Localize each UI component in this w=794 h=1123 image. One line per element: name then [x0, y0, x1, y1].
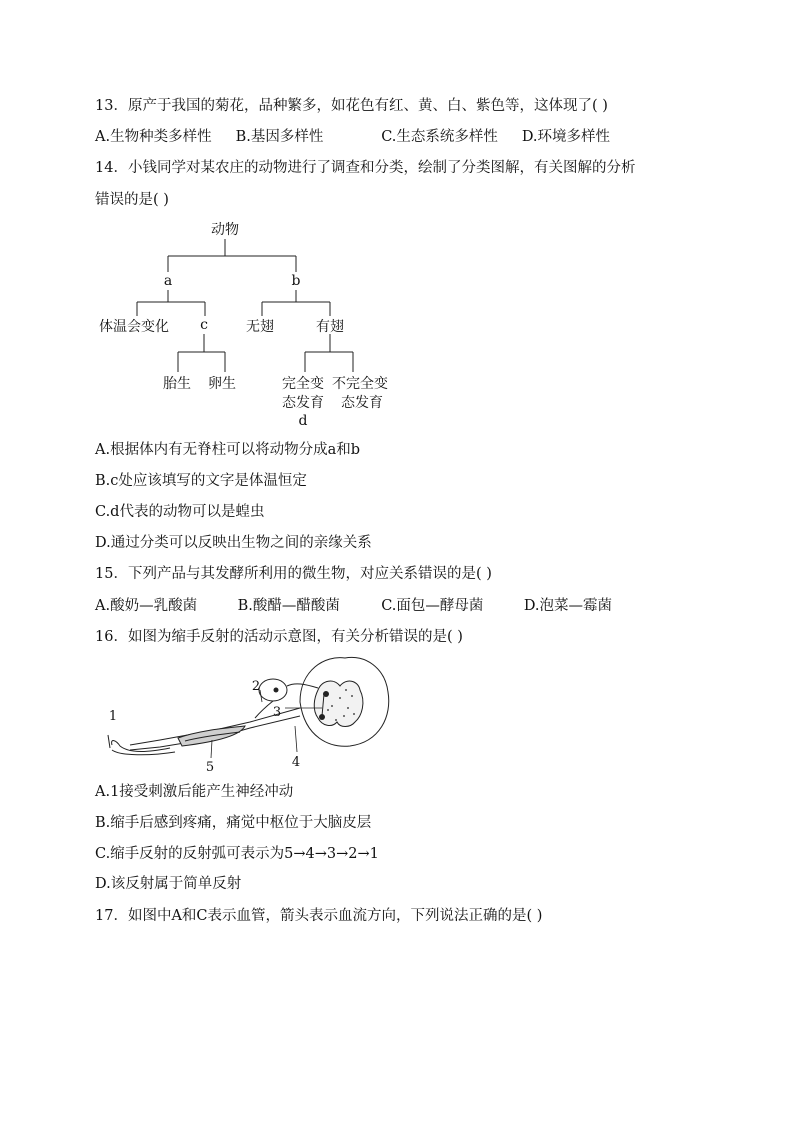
q17-stem: 17．如图中A和C表示血管，箭头表示血流方向，下列说法正确的是( ) — [95, 908, 543, 924]
q14-stem-line1: 14．小钱同学对某农庄的动物进行了调查和分类，绘制了分类图解，有关图解的分析 — [95, 160, 636, 176]
q13-stem: 13．原产于我国的菊花，品种繁多，如花色有红、黄、白、紫色等，这体现了( ) — [95, 98, 608, 114]
q15-options — [95, 596, 612, 616]
tree-wing-right-1: 不完全变 — [332, 376, 388, 392]
q13-option-b: B.基因多样性 — [235, 129, 324, 145]
tree-node-b: b — [291, 273, 301, 289]
tree-c-left: 胎生 — [163, 376, 191, 392]
q13-option-a: A.生物种类多样性 — [95, 129, 212, 145]
tree-b-right: 有翅 — [316, 319, 344, 335]
reflex-arc-diagram — [0, 650, 794, 775]
q13-option-d: D.环境多样性 — [521, 129, 611, 145]
label-2: 2 — [251, 679, 261, 694]
tree-wing-left-1: 完全变 — [282, 376, 324, 392]
tree-c-right: 卵生 — [208, 376, 236, 392]
tree-wing-left-3: d — [298, 413, 308, 429]
q16-option-b: B.缩手后感到疼痛，痛觉中枢位于大脑皮层 — [95, 815, 372, 831]
classification-tree-diagram — [0, 212, 794, 432]
tree-wing-left-2: 态发育 — [282, 395, 324, 411]
q14-option-a: A.根据体内有无脊柱可以将动物分成a和b — [95, 442, 361, 458]
q16-option-d: D.该反射属于简单反射 — [95, 876, 242, 892]
label-5: 5 — [205, 760, 215, 775]
label-3: 3 — [272, 705, 282, 720]
tree-b-left: 无翅 — [246, 319, 274, 335]
q16-option-c: C.缩手反射的反射弧可表示为5→4→3→2→1 — [95, 846, 379, 862]
q15-option-d: D.泡菜—霉菌 — [523, 598, 613, 614]
q14-option-b: B.c处应该填写的文字是体温恒定 — [95, 473, 307, 489]
q14-option-c: C.d代表的动物可以是蝗虫 — [95, 504, 265, 520]
q13-option-c: C.生态系统多样性 — [381, 129, 498, 145]
label-1: 1 — [108, 709, 118, 724]
q16-option-a: A.1接受刺激后能产生神经冲动 — [95, 784, 294, 800]
q16-stem: 16．如图为缩手反射的活动示意图，有关分析错误的是( ) — [95, 629, 463, 645]
q14-stem-line2: 错误的是( ) — [95, 192, 169, 208]
q15-option-c: C.面包—酵母菌 — [381, 598, 484, 614]
q13-options — [95, 127, 610, 147]
q14-option-d: D.通过分类可以反映出生物之间的亲缘关系 — [95, 535, 372, 551]
tree-root-label: 动物 — [211, 222, 239, 238]
tree-wing-right-2: 态发育 — [341, 395, 383, 411]
label-4: 4 — [291, 755, 301, 770]
tree-a-left: 体温会变化 — [99, 319, 169, 335]
tree-node-a: a — [163, 273, 173, 289]
q15-stem: 15．下列产品与其发酵所利用的微生物，对应关系错误的是( ) — [95, 566, 492, 582]
q15-option-a: A.酸奶—乳酸菌 — [95, 598, 198, 614]
tree-node-c: c — [200, 317, 208, 333]
q15-option-b: B.酸醋—醋酸菌 — [237, 598, 340, 614]
